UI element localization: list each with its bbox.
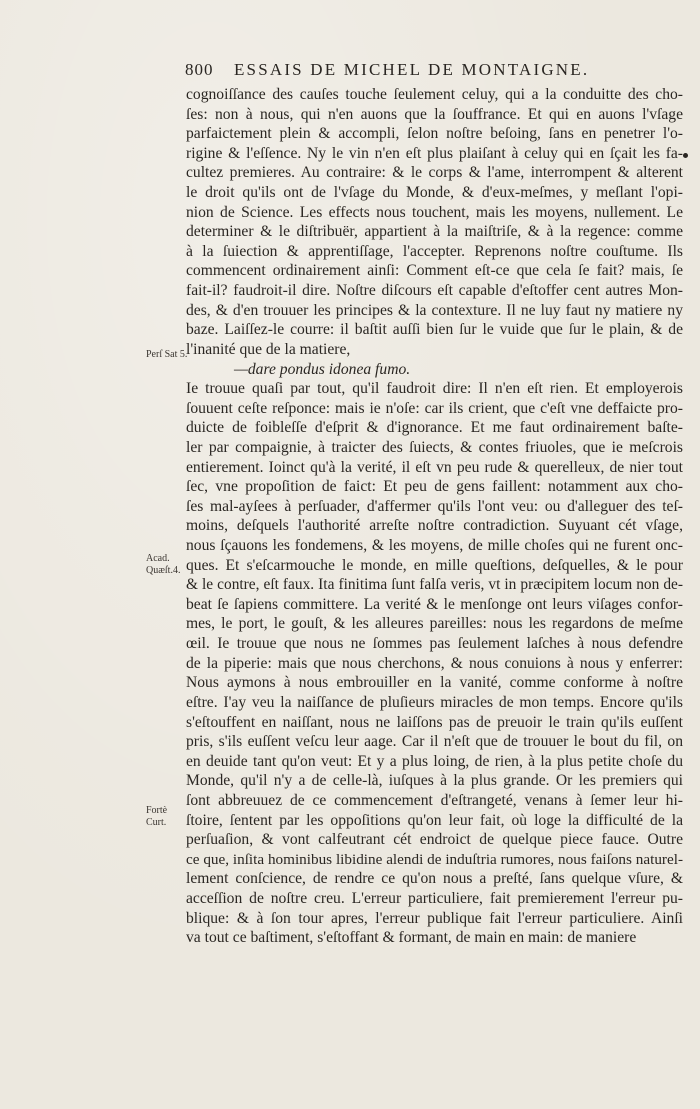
text-line: & le contre, eſt faux. Ita finitima ſunt falſa veris, vt in præcipitem locum non de-: [186, 576, 683, 594]
text-line: de la piperie: mais que nous cherchons, & nous conuions à nous y enferrer:: [186, 654, 683, 672]
text-line: ſes mal-ayſees à perſuader, d'affermer qu'ils l'ont veu: ou d'alleguer des teſ-: [186, 497, 683, 515]
text-line: duicte de foibleſſe d'eſprit & d'ignorance. Et me faut ordinairement baſte-: [186, 419, 683, 437]
text-line: ler par compaignie, à traicter des ſuiects, & contes friuoles, que ie meſcrois: [186, 438, 683, 456]
text-line: ſont abbreuuez de ce commencement d'eſtrangeté, venans à ſemer leur hi-: [186, 791, 683, 809]
margin-note-line: Perſ Sat 5.: [146, 349, 188, 360]
page-number: 800: [185, 60, 214, 79]
margin-note-forte: [146, 805, 167, 829]
text-line: cultez premieres. Au contraire: & le corps & l'ame, interrompent & alterent: [186, 164, 683, 182]
text-line: parfaictement plein & accompli, ſelon noſtre beſoing, ſans en penetrer l'o-: [186, 125, 683, 143]
text-line: à la ſuiection & apprentiſſage, l'accepter. Reprenons noſtre couſtume. Ils: [186, 242, 683, 260]
text-line: le droit qu'ils ont de l'vſage du Monde, & d'eux-meſmes, y meſlant l'opi-: [186, 184, 683, 202]
text-line: en deuide tant qu'on veut: Et y a plus loing, de rien, à la plus petite choſe du: [186, 752, 683, 770]
text-line: perſuaſion, & vont calfeutrant cét endroict de quelque piece fauce. Outre: [186, 831, 683, 849]
text-line: —dare pondus idonea fumo.: [234, 360, 411, 378]
text-line: Monde, qu'il n'y a de celle-là, iuſques à la plus grande. Or les premiers qui: [186, 772, 683, 790]
text-line: acceſſion de noſtre creu. L'erreur particuliere, fait premierement l'erreur pu-: [186, 889, 683, 907]
text-line: ſec, vne propoſition de faict: Et peu de gens faillent: notamment aux cho-: [186, 478, 683, 496]
margin-note-line: Fortè: [146, 805, 168, 816]
text-line: cognoiſſance des cauſes touche ſeulement celuy, qui a la conduitte des cho-: [186, 86, 683, 103]
text-line: l'inanité que de la matiere,: [186, 340, 351, 358]
margin-note-line: Curt.: [146, 817, 167, 828]
text-line: va tout ce baſtiment, s'eſtoffant & formant, de main en main: de maniere: [186, 929, 637, 947]
text-line: s'eſtouffent en naiſſant, nous ne laiſſons pas de preuoir le train qu'ils euſſent: [186, 713, 683, 731]
text-line: ques. Et s'eſcarmouche le monde, en mille queſtions, deſquelles, & le pour: [186, 556, 683, 574]
text-line: ce que, inſita hominibus libidine alendi de induſtria rumores, nous faiſons naturel-: [186, 850, 683, 868]
text-line: baze. Laiſſez-le courre: il baſtit auſſi bien ſur le vuide que ſur le plain, & de: [186, 321, 683, 339]
text-line: des, & d'en trouuer les principes & la contexture. Il ne luy faut ny matiere ny: [186, 301, 683, 319]
text-line: ſouuent ceſte reſponce: mais ie n'oſe: car ils crient, que c'eſt vne deffaicte pro-: [186, 399, 683, 417]
text-line: rigine & l'eſſence. Ny le vin n'en eſt plus plaiſant à celuy qui en ſçait les fa-: [186, 144, 683, 162]
text-line: blique: & à ſon tour apres, l'erreur publique fait l'erreur particuliere. Ainſi: [186, 909, 683, 927]
text-line: fait-il? faudroit-il dire. Noſtre diſcours eſt capable d'eſtoffer cent autres Mon-: [186, 282, 683, 300]
text-line: moins, deſquels l'authorité arreſte noſtre contradiction. Suyuant cét vſage,: [186, 517, 683, 535]
page-body-text: [186, 85, 683, 948]
text-line: commencent ordinairement ainſi: Comment eſt-ce que cela ſe fait? mais, ſe: [186, 262, 683, 280]
text-line: determiner & le diſtribuër, appartient à la maiſtriſe, & à la regence: comme: [186, 223, 683, 241]
text-line: pris, s'ils euſſent veſcu leur aage. Car il n'eſt que de trouuer le bout du fil, on: [186, 733, 683, 751]
text-line: ſes: non à nous, qui n'en auons que la ſouffrance. Et qui en auons l'vſage: [186, 105, 683, 123]
text-line: ſtoire, ſentent par les oppoſitions qu'on leur fait, où loge la difficulté de la: [186, 811, 683, 829]
text-line: eſtre. I'ay veu la naiſſance de pluſieurs miracles de mon temps. Encore qu'ils: [186, 693, 683, 711]
text-line: nion de Science. Les effects nous touchent, mais les moyens, nullement. Le: [186, 203, 683, 221]
text-line: Nous aymons à nous embrouiller en la vanité, comme conforme à noſtre: [186, 674, 683, 692]
text-line: beat ſe ſapiens committere. La verité & le menſonge ont leurs viſages confor-: [186, 595, 683, 613]
text-line: nous ſçauons les fondemens, & les moyens, de mille choſes qui ne furent onc-: [186, 537, 683, 555]
margin-note-line: Acad.: [146, 553, 170, 564]
running-title: ESSAIS DE MICHEL DE MONTAIGNE.: [233, 60, 590, 79]
margin-note-acad: [146, 553, 180, 577]
page-spot: [683, 153, 688, 158]
text-line: Ie trouue quaſi par tout, qu'il faudroit dire: Il n'en eſt rien. Et employerois: [186, 380, 683, 398]
margin-note-line: Quæſt.4.: [146, 565, 181, 576]
running-header: [185, 60, 615, 80]
text-line: mes, le port, le gouſt, & les alleures pareilles: nous les regardons de meſme: [186, 615, 683, 633]
text-line: lement conſcience, de rendre ce qu'on nous a preſté, ſans quelque vſure, &: [186, 870, 683, 888]
text-line: entierement. Ioinct qu'à la verité, il eſt vn peu rude & querelleux, de nier tout: [186, 458, 683, 476]
margin-note-pers-sat: [146, 349, 187, 361]
text-line: œil. Ie trouue que nous ne ſommes pas ſeulement laſches à nous defendre: [186, 635, 683, 653]
